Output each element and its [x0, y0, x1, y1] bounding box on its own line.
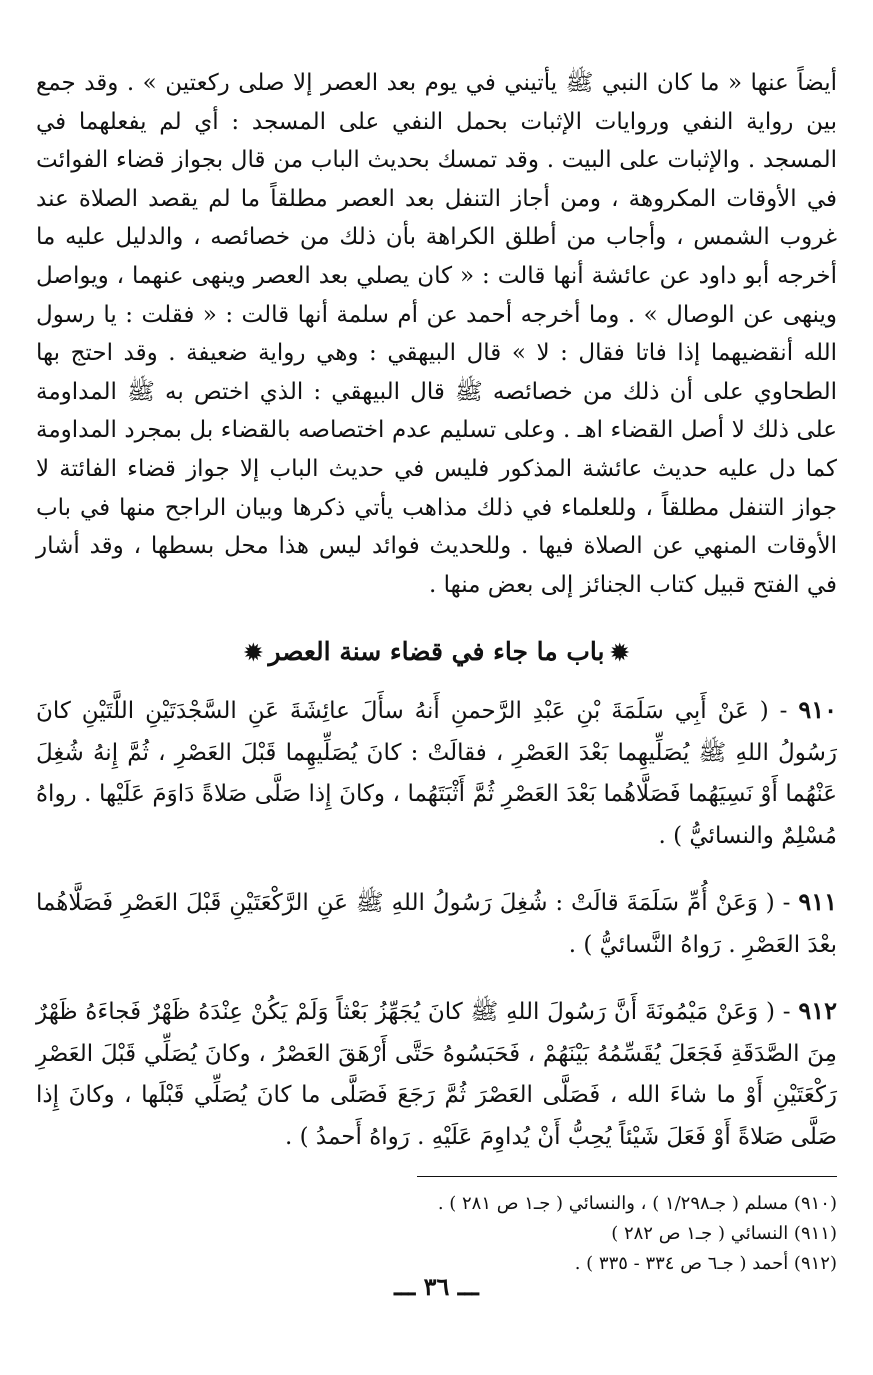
hadith-text: - ( وَعَنْ مَيْمُونَةَ أَنَّ رَسُولَ اللهِ ﷺ كانَ يُجَهِّزُ بَعْثاً وَلَمْ يَكُنْ عِنْدَهُ ظَهْرٌ فَجاءَهُ ظَهْرٌ مِنَ الصَّدَقَةِ فَجَعَلَ يُقَسِّمُهُ بَيْنَهُمْ ، فَحَبَسُوهُ حَتَّى أَرْهَقَ العَصْرُ ، وكانَ يُصَلِّي قَبْلَ العَصْرِ رَكْعَتَيْنِ أَوْ ما شاءَ الله ، فَصَلَّى العَصْرَ ثُمَّ رَجَعَ فَصَلَّى ما كانَ يُصَلِّي قَبْلَها ، وكانَ إِذا صَلَّى صَلاةً أَوْ فَعَلَ شَيْئاً يُحِبُّ أَنْ يُداوِمَ عَلَيْهِ . رَواهُ أَحمدُ ) . [36, 999, 838, 1150]
page-content [36, 64, 837, 1279]
hadith-911 [36, 881, 837, 966]
hadith-number: ٩١١ [798, 887, 837, 917]
hadith-text: - ( وَعَنْ أُمِّ سَلَمَةَ قالَتْ : شُغِلَ رَسُولُ اللهِ ﷺ عَنِ الرَّكْعَتَيْنِ قَبْلَ العَصْرِ فَصَلَّاهُما بعْدَ العَصْرِ . رَواهُ النَّسائيُّ ) . [36, 890, 837, 958]
footnote-item: (٩١٠) مسلم ( جـ١/٢٩٨ ) ، والنسائي ( جـ١ ص ٢٨١ ) . [437, 1193, 837, 1215]
commentary-paragraph: أيضاً عنها « ما كان النبي ﷺ يأتيني في يوم بعد العصر إلا صلى ركعتين » . وقد جمع بين رواية النفي وروايات الإثبات بحمل النفي على المسجد : أي لم يفعلهما في المسجد . والإثبات على البيت . وقد تمسك بحديث الباب من قال بجواز قضاء الفوائت في الأوقات المكروهة ، ومن أجاز التنفل بعد العصر مطلقاً ما لم يقصد الصلاة عند غروب الشمس ، وأجاب من أطلق الكراهة بأن ذلك من خصائصه ، والدليل عليه ما أخرجه أبو داود عن عائشة أنها قالت : « كان يصلي بعد العصر وينهى عنهما ، ويواصل وينهى عن الوصال » . وما أخرجه أحمد عن أم سلمة أنها قالت : « فقلت : يا رسول الله أنقضيهما إذا فاتا فقال : لا » قال البيهقي : وهي رواية ضعيفة . وقد احتج بها الطحاوي على أن ذلك من خصائصه ﷺ قال البيهقي : الذي اختص به ﷺ المداومة على ذلك لا أصل القضاء اهـ . وعلى تسليم عدم اختصاصه بالقضاء بل بمجرد المداومة كما دل عليه حديث عائشة المذكور فليس في حديث الباب إلا جواز قضاء الفائتة لا جواز التنفل مطلقاً ، وللعلماء في ذلك مذاهب يأتي ذكرها وبيان الراجح منها في باب الأوقات المنهي عن الصلاة فيها . وللحديث فوائد ليس هذا محل بسطها ، وقد أشار في الفتح قبيل كتاب الجنائز إلى بعض منها . [36, 70, 837, 598]
hadith-910 [36, 689, 837, 857]
chapter-heading [36, 634, 837, 671]
hadith-number: ٩١٠ [798, 695, 837, 725]
star-icon: ✹ [610, 640, 629, 667]
hadith-number: ٩١٢ [798, 996, 837, 1026]
footnote-item: (٩١٢) أحمد ( جـ٦ ص ٣٣٤ - ٣٣٥ ) . [574, 1253, 837, 1275]
hadith-text: - ( عَنْ أَبِي سَلَمَةَ بْنِ عَبْدِ الرَّحمنِ أَنهُ سأَلَ عائِشَةَ عَنِ السَّجْدَتَيْنِ اللَّتَيْنِ كانَ رَسُولُ اللهِ ﷺ يُصَلِّيهِما بَعْدَ العَصْرِ ، فقالَتْ : كانَ يُصَلِّيهِما قَبْلَ العَصْرِ ، ثُمَّ إِنهُ شُغِلَ عَنْهُما أَوْ نَسِيَهُما فَصَلَّاهُما بَعْدَ العَصْرِ ثُمَّ أَثْبَتَهُما ، وكانَ إِذا صَلَّى صَلاةً دَاوَمَ عَلَيْها . رواهُ مُسْلِمٌ والنسائيُّ ) . [36, 698, 837, 849]
footnote-divider [417, 1176, 837, 1177]
page-number: ـــ ٣٦ ـــ [394, 1272, 479, 1301]
chapter-title: باب ما جاء في قضاء سنة العصر [268, 637, 605, 667]
footnotes-list [36, 1189, 837, 1279]
star-icon: ✹ [244, 640, 263, 667]
hadith-912 [36, 990, 837, 1158]
footnote-item: (٩١١) النسائي ( جـ١ ص ٢٨٢ ) [611, 1223, 837, 1245]
